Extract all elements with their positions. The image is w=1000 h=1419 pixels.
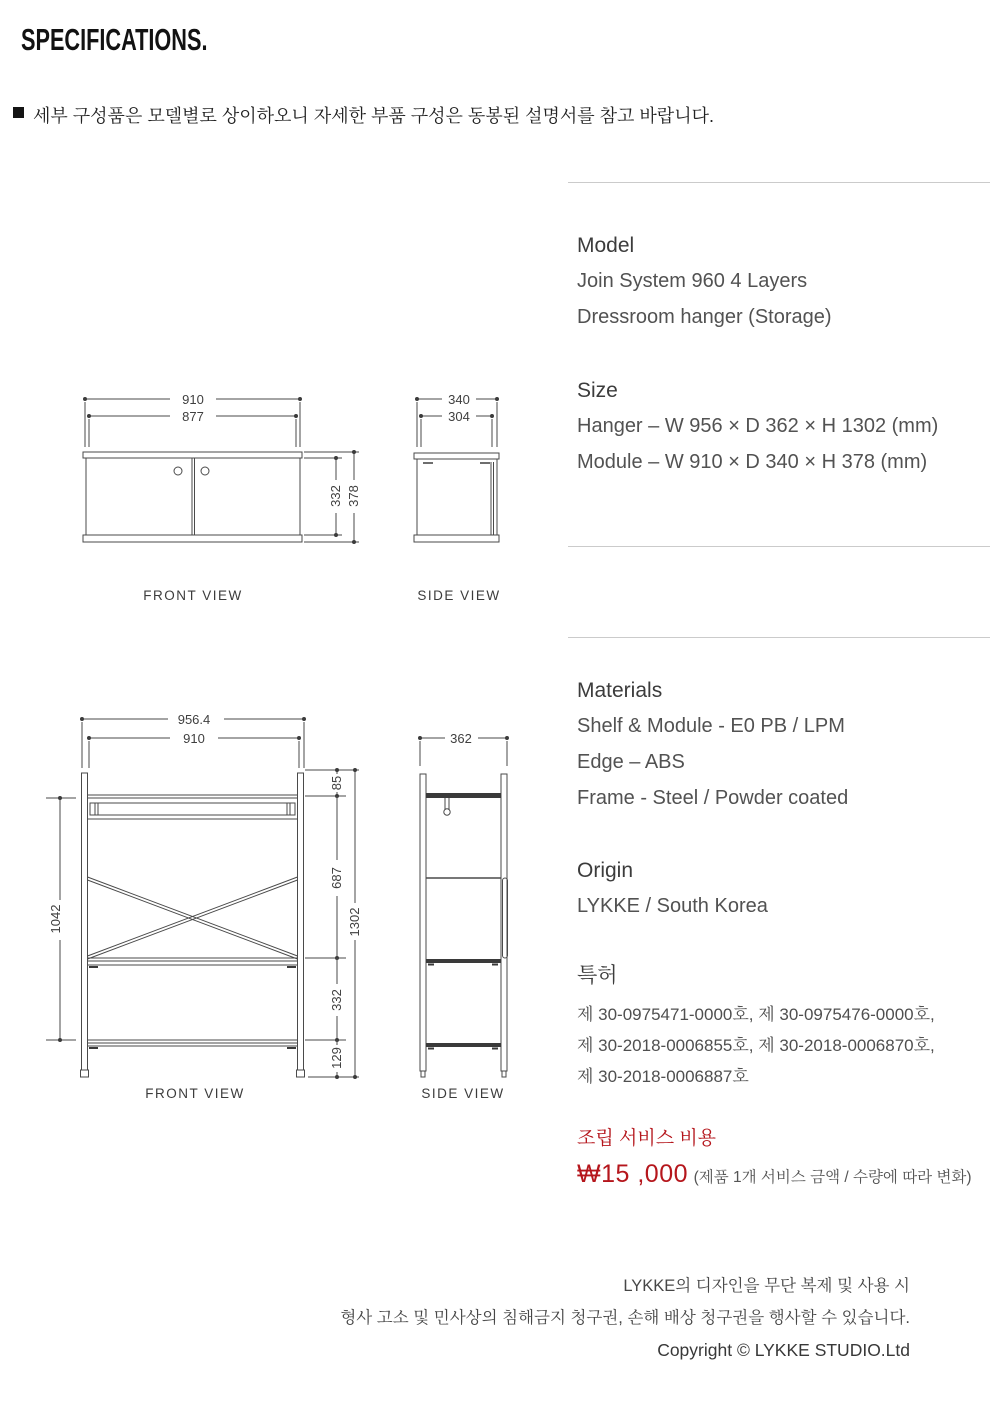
dim-label: 85 — [329, 775, 344, 791]
note-text: 세부 구성품은 모델별로 상이하오니 자세한 부품 구성은 동봉된 설명서를 참고 바랍니다. — [33, 106, 714, 126]
hanger-drawing — [30, 700, 570, 1120]
dim-label: 378 — [346, 485, 361, 507]
section-size — [577, 374, 938, 480]
spec-line: LYKKE / South Korea — [577, 895, 768, 917]
note — [13, 102, 714, 128]
patent-line: 제 30-0975471-0000호, 제 30-0975476-0000호, — [577, 1005, 935, 1024]
section-heading: 조립 서비스 비용 — [577, 1128, 717, 1149]
hanger-hook — [444, 809, 450, 815]
door-knob — [174, 467, 182, 475]
dim-label: 129 — [329, 1047, 344, 1069]
dim-label: 910 — [182, 392, 204, 407]
side-view-label: SIDE VIEW — [421, 1086, 505, 1101]
price-value: ₩15 ,000 — [577, 1160, 689, 1188]
side-view-label: SIDE VIEW — [417, 588, 501, 603]
dim-label: 332 — [329, 989, 344, 1011]
page-title: SPECIFICATIONS. — [21, 22, 208, 57]
section-heading: Origin — [577, 859, 634, 882]
dim-label: 332 — [328, 485, 343, 507]
section-heading: 특허 — [577, 964, 618, 987]
footer-line: LYKKE의 디자인을 무단 복제 및 사용 시 — [623, 1277, 910, 1295]
spec-line: Hanger – W 956 × D 362 × H 1302 (mm) — [577, 415, 939, 437]
spec-line: Join System 960 4 Layers — [577, 270, 808, 292]
section-patent — [577, 959, 935, 1092]
square-bullet-icon — [13, 107, 24, 118]
price-note: (제품 1개 서비스 금액 / 수량에 따라 변화) — [693, 1169, 972, 1186]
dim-label: 687 — [329, 867, 344, 889]
module-drawing — [30, 385, 570, 615]
section-heading: Size — [577, 379, 618, 402]
section-origin — [577, 854, 768, 924]
spec-line: Frame - Steel / Powder coated — [577, 787, 849, 809]
patent-line: 제 30-2018-0006887호 — [577, 1067, 749, 1086]
dim-label: 1042 — [48, 904, 63, 934]
footer — [340, 1270, 910, 1366]
section-assembly-cost — [577, 1122, 972, 1196]
front-view-label: FRONT VIEW — [145, 1086, 245, 1101]
dim-label: 956.4 — [177, 712, 211, 727]
dim-label: 877 — [182, 409, 204, 424]
spec-line: Dressroom hanger (Storage) — [577, 306, 832, 328]
footer-line: 형사 고소 및 민사상의 침해금지 청구권, 손해 배상 청구권을 행사할 수 있습니다. — [340, 1309, 910, 1327]
section-materials — [577, 674, 848, 816]
divider — [568, 546, 990, 547]
spec-line: Shelf & Module - E0 PB / LPM — [577, 715, 845, 737]
price-row — [577, 1156, 972, 1196]
spec-line: Edge – ABS — [577, 751, 685, 773]
dim-label: 910 — [183, 731, 205, 746]
divider — [568, 182, 990, 183]
divider — [568, 637, 990, 638]
section-heading: Model — [577, 234, 635, 257]
dim-label: 1302 — [347, 907, 362, 937]
section-model — [577, 229, 832, 335]
patent-line: 제 30-2018-0006855호, 제 30-2018-0006870호, — [577, 1036, 935, 1055]
spec-line: Module – W 910 × D 340 × H 378 (mm) — [577, 451, 928, 473]
dim-label: 362 — [450, 731, 472, 746]
section-heading: Materials — [577, 679, 663, 702]
dim-label: 304 — [448, 409, 470, 424]
door-knob — [201, 467, 209, 475]
copyright-line: Copyright © LYKKE STUDIO.Ltd — [657, 1340, 910, 1360]
front-view-label: FRONT VIEW — [143, 588, 243, 603]
dim-label: 340 — [448, 392, 470, 407]
